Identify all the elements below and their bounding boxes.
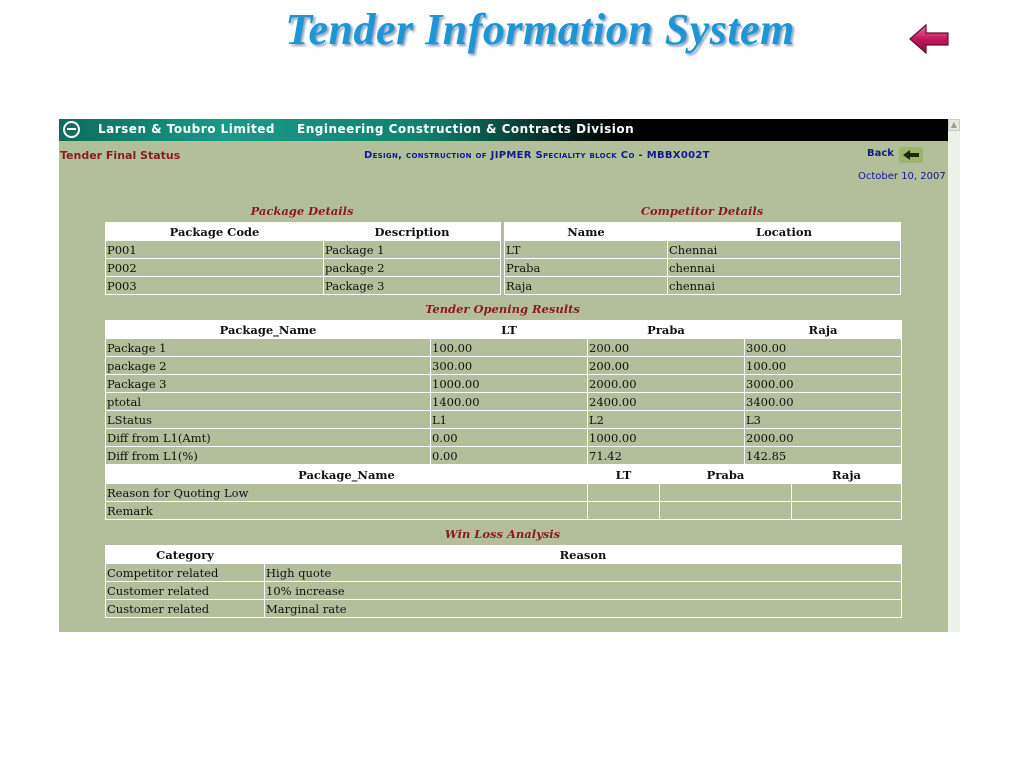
package-code-cell: P001 <box>106 241 324 259</box>
lt-value-cell: 300.00 <box>431 357 588 375</box>
lt-value-cell: 0.00 <box>431 447 588 465</box>
table-row <box>106 375 902 393</box>
table-row <box>106 241 501 259</box>
package-code-cell: P002 <box>106 259 324 277</box>
table-row <box>106 393 902 411</box>
scroll-up-arrow-icon[interactable]: ▲ <box>948 119 960 131</box>
competitor-location-cell: Chennai <box>668 241 901 259</box>
win-loss-analysis-title: Win Loss Analysis <box>444 527 561 541</box>
tender-opening-results-table <box>105 320 902 465</box>
column-header: Package_Name <box>106 466 588 484</box>
table-row <box>106 484 902 502</box>
competitor-name-cell: LT <box>505 241 668 259</box>
raja-value-cell: 142.85 <box>745 447 902 465</box>
banner-division: Engineering Construction & Contracts Division <box>297 122 635 136</box>
raja-reason-cell <box>792 484 902 502</box>
column-header: Praba <box>588 321 745 339</box>
column-header: Raja <box>792 466 902 484</box>
category-cell: Customer related <box>106 600 265 618</box>
description-cell: Package 1 <box>324 241 501 259</box>
column-header: Location <box>668 223 901 241</box>
column-header: LT <box>431 321 588 339</box>
table-row <box>505 241 901 259</box>
back-arrow-icon[interactable] <box>908 22 952 56</box>
praba-value-cell: L2 <box>588 411 745 429</box>
raja-value-cell: 300.00 <box>745 339 902 357</box>
reason-cell: 10% increase <box>265 582 902 600</box>
package-details-table <box>105 222 501 295</box>
competitor-details-table <box>504 222 901 295</box>
column-header: LT <box>588 466 660 484</box>
competitor-location-cell: chennai <box>668 259 901 277</box>
column-header: Package Code <box>106 223 324 241</box>
lt-value-cell: 0.00 <box>431 429 588 447</box>
table-row <box>106 564 902 582</box>
table-row <box>505 259 901 277</box>
table-row <box>106 600 902 618</box>
raja-remark-cell <box>792 502 902 520</box>
reason-label-cell: Reason for Quoting Low <box>106 484 588 502</box>
table-row <box>106 259 501 277</box>
table-row <box>106 357 902 375</box>
package-name-cell: Diff from L1(%) <box>106 447 431 465</box>
praba-remark-cell <box>660 502 792 520</box>
description-cell: package 2 <box>324 259 501 277</box>
praba-reason-cell <box>660 484 792 502</box>
table-row <box>106 447 902 465</box>
praba-value-cell: 2400.00 <box>588 393 745 411</box>
vertical-scrollbar[interactable] <box>948 119 960 632</box>
package-name-cell: package 2 <box>106 357 431 375</box>
app-window <box>59 119 948 632</box>
package-name-cell: Package 3 <box>106 375 431 393</box>
lt-value-cell: 100.00 <box>431 339 588 357</box>
package-name-cell: LStatus <box>106 411 431 429</box>
competitor-name-cell: Raja <box>505 277 668 295</box>
lt-value-cell: L1 <box>431 411 588 429</box>
reason-remark-table <box>105 465 902 520</box>
lt-value-cell: 1400.00 <box>431 393 588 411</box>
table-row <box>106 582 902 600</box>
back-arrow-icon[interactable] <box>899 147 923 163</box>
column-header: Raja <box>745 321 902 339</box>
tender-opening-results-title: Tender Opening Results <box>425 302 580 316</box>
reason-cell: High quote <box>265 564 902 582</box>
column-header: Description <box>324 223 501 241</box>
column-header: Category <box>106 546 265 564</box>
package-details-title: Package Details <box>250 204 354 218</box>
win-loss-table <box>105 545 902 618</box>
lt-logo-icon <box>63 121 80 138</box>
praba-value-cell: 2000.00 <box>588 375 745 393</box>
package-name-cell: ptotal <box>106 393 431 411</box>
raja-value-cell: 3000.00 <box>745 375 902 393</box>
raja-value-cell: 3400.00 <box>745 393 902 411</box>
competitor-name-cell: Praba <box>505 259 668 277</box>
project-title: Design, construction of JIPMER Speciality block Co - MBBX002T <box>364 150 710 161</box>
table-row <box>106 411 902 429</box>
lt-reason-cell <box>588 484 660 502</box>
date-label: October 10, 2007 <box>858 171 946 182</box>
back-link[interactable]: Back <box>867 148 894 159</box>
package-name-cell: Package 1 <box>106 339 431 357</box>
column-header: Praba <box>660 466 792 484</box>
praba-value-cell: 200.00 <box>588 339 745 357</box>
raja-value-cell: 2000.00 <box>745 429 902 447</box>
reason-cell: Marginal rate <box>265 600 902 618</box>
page-title: Tender Final Status <box>60 149 181 162</box>
slide-title: Tender Information System <box>285 5 795 54</box>
praba-value-cell: 71.42 <box>588 447 745 465</box>
lt-value-cell: 1000.00 <box>431 375 588 393</box>
table-row <box>106 429 902 447</box>
package-name-cell: Diff from L1(Amt) <box>106 429 431 447</box>
package-code-cell: P003 <box>106 277 324 295</box>
raja-value-cell: L3 <box>745 411 902 429</box>
banner <box>59 119 948 141</box>
column-header: Name <box>505 223 668 241</box>
table-row <box>106 339 902 357</box>
praba-value-cell: 200.00 <box>588 357 745 375</box>
banner-company: Larsen & Toubro Limited <box>98 122 275 136</box>
competitor-location-cell: chennai <box>668 277 901 295</box>
raja-value-cell: 100.00 <box>745 357 902 375</box>
category-cell: Competitor related <box>106 564 265 582</box>
remark-label-cell: Remark <box>106 502 588 520</box>
praba-value-cell: 1000.00 <box>588 429 745 447</box>
category-cell: Customer related <box>106 582 265 600</box>
column-header: Package_Name <box>106 321 431 339</box>
table-row <box>106 277 501 295</box>
competitor-details-title: Competitor Details <box>640 204 764 218</box>
table-row <box>505 277 901 295</box>
column-header: Reason <box>265 546 902 564</box>
lt-remark-cell <box>588 502 660 520</box>
table-row <box>106 502 902 520</box>
description-cell: Package 3 <box>324 277 501 295</box>
